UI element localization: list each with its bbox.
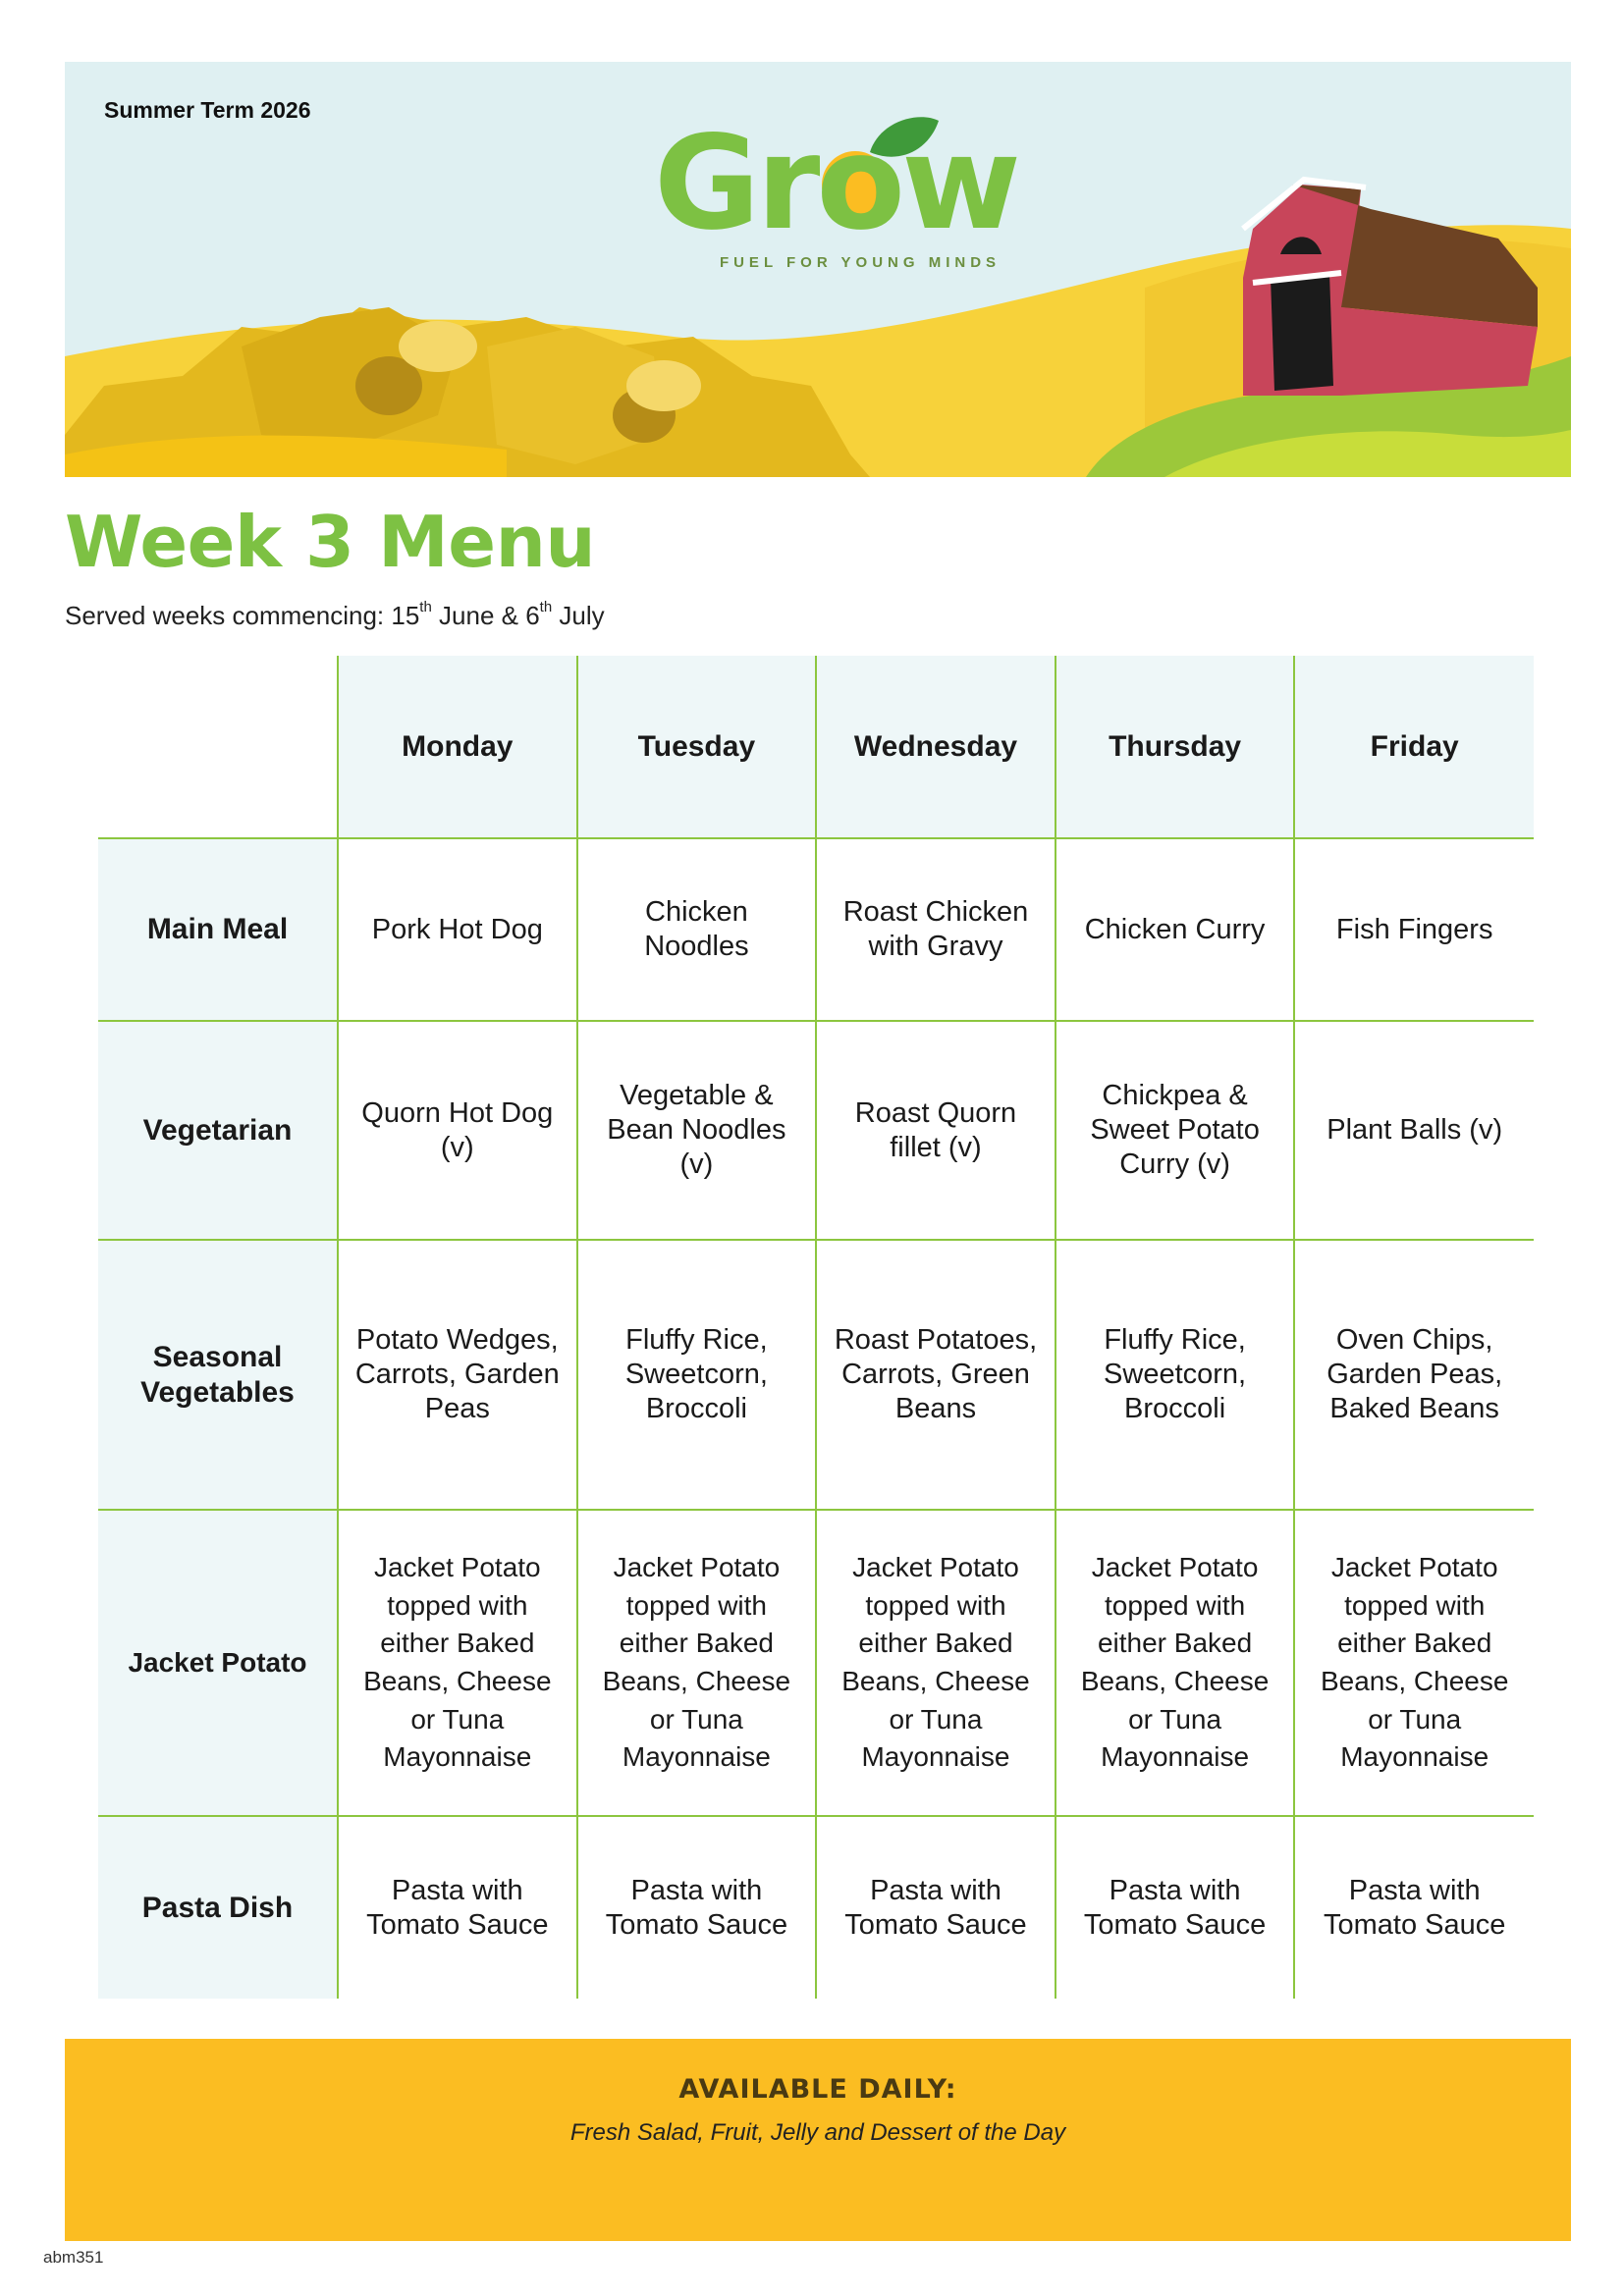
subtitle-prefix: Served weeks commencing: 15 [65,601,420,630]
barn-icon [1243,180,1538,396]
row-label: Seasonal Vegetables [98,1240,338,1510]
row-label: Pasta Dish [98,1816,338,1999]
row-main-meal [98,838,1534,1021]
row-label: Main Meal [98,838,338,1021]
page-subtitle [65,601,605,631]
menu-cell: Jacket Potato topped with either Baked Beans, Cheese or Tuna Mayonnaise [1056,1510,1295,1816]
menu-cell: Quorn Hot Dog (v) [338,1021,577,1240]
day-thursday: Thursday [1056,656,1295,838]
corner-cell [98,656,338,838]
menu-cell: Pasta with Tomato Sauce [816,1816,1056,1999]
menu-cell: Pasta with Tomato Sauce [338,1816,577,1999]
day-friday: Friday [1294,656,1534,838]
row-jacket-potato [98,1510,1534,1816]
logo-tagline: FUEL FOR YOUNG MINDS [719,254,1001,271]
menu-cell: Pork Hot Dog [338,838,577,1021]
subtitle-middle: June & 6 [431,601,540,630]
menu-cell: Jacket Potato topped with either Baked Beans, Cheese or Tuna Mayonnaise [1294,1510,1534,1816]
header-banner [65,62,1571,477]
menu-cell: Pasta with Tomato Sauce [1056,1816,1295,1999]
menu-cell: Chicken Noodles [577,838,817,1021]
menu-cell: Plant Balls (v) [1294,1021,1534,1240]
subtitle-suffix: July [552,601,605,630]
available-daily-heading: AVAILABLE DAILY: [678,2074,957,2105]
day-wednesday: Wednesday [816,656,1056,838]
menu-cell: Fluffy Rice, Sweetcorn, Broccoli [577,1240,817,1510]
day-tuesday: Tuesday [577,656,817,838]
menu-cell: Fish Fingers [1294,838,1534,1021]
menu-cell: Jacket Potato topped with either Baked Beans, Cheese or Tuna Mayonnaise [577,1510,817,1816]
menu-cell: Chickpea & Sweet Potato Curry (v) [1056,1021,1295,1240]
row-label: Jacket Potato [98,1510,338,1816]
row-label: Vegetarian [98,1021,338,1240]
page-title: Week 3 Menu [65,501,596,583]
day-monday: Monday [338,656,577,838]
menu-table [98,656,1534,1999]
menu-cell: Roast Quorn fillet (v) [816,1021,1056,1240]
menu-cell: Chicken Curry [1056,838,1295,1021]
menu-cell: Pasta with Tomato Sauce [1294,1816,1534,1999]
row-vegetarian [98,1021,1534,1240]
day-header-row [98,656,1534,838]
grow-logo: Grow [653,108,1018,259]
menu-cell: Jacket Potato topped with either Baked Beans, Cheese or Tuna Mayonnaise [816,1510,1056,1816]
menu-cell: Jacket Potato topped with either Baked Beans, Cheese or Tuna Mayonnaise [338,1510,577,1816]
menu-cell: Roast Chicken with Gravy [816,838,1056,1021]
row-pasta-dish [98,1816,1534,1999]
document-code: abm351 [43,2248,104,2267]
available-daily-band [65,2039,1571,2241]
available-daily-items: Fresh Salad, Fruit, Jelly and Dessert of the Day [569,2119,1066,2146]
menu-cell: Roast Potatoes, Carrots, Green Beans [816,1240,1056,1510]
menu-cell: Potato Wedges, Carrots, Garden Peas [338,1240,577,1510]
subtitle-sup-1: th [419,599,432,615]
term-label: Summer Term 2026 [104,97,311,123]
menu-cell: Fluffy Rice, Sweetcorn, Broccoli [1056,1240,1295,1510]
menu-cell: Oven Chips, Garden Peas, Baked Beans [1294,1240,1534,1510]
menu-cell: Vegetable & Bean Noodles (v) [577,1021,817,1240]
row-seasonal-vegetables [98,1240,1534,1510]
subtitle-sup-2: th [539,599,553,615]
menu-cell: Pasta with Tomato Sauce [577,1816,817,1999]
